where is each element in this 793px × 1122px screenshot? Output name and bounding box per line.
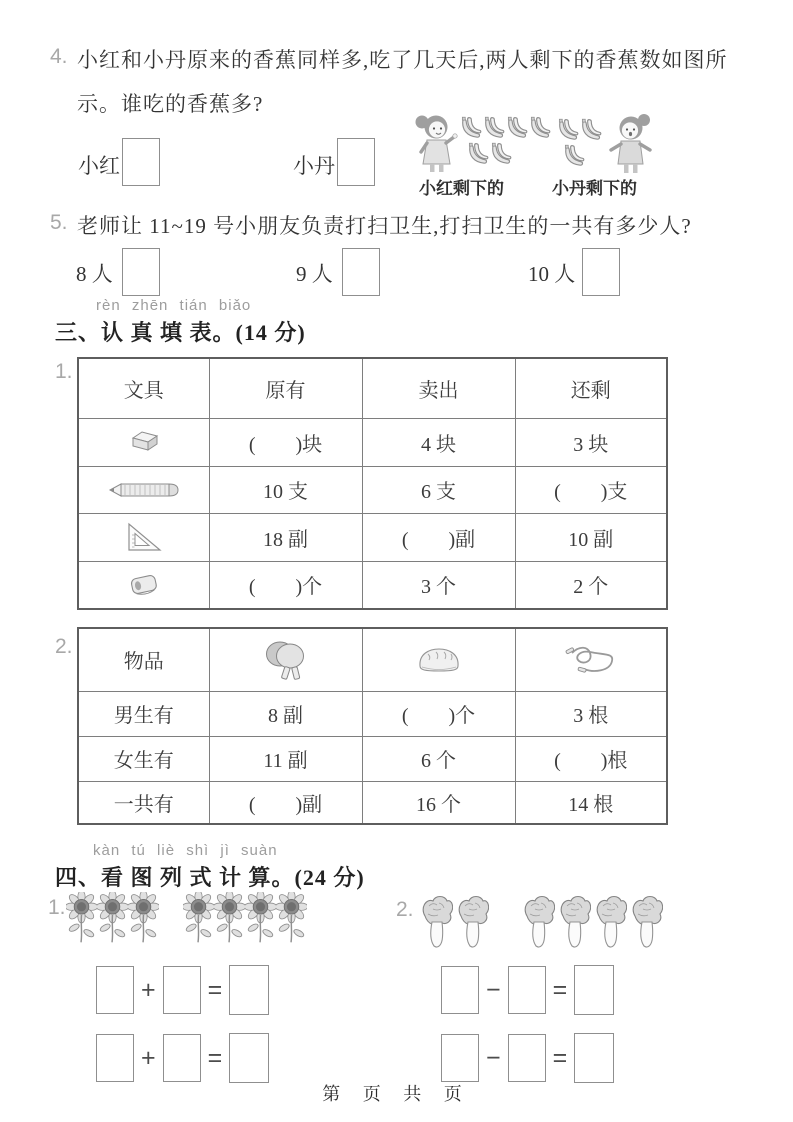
row-label-cell: 女生有 (78, 736, 209, 781)
equation-answer-box[interactable] (441, 1034, 479, 1082)
q4-xiaodan-answer-box[interactable] (337, 138, 375, 186)
table-row (78, 781, 667, 824)
q5-option-8: 8 人 (76, 262, 113, 286)
table-cell: 10 支 (209, 466, 362, 513)
question-4-number: 4. (50, 45, 68, 68)
table-row (78, 628, 667, 691)
table-cell: ( )副 (362, 513, 515, 561)
table-cell: 4 块 (362, 418, 515, 466)
table-cell: ( )副 (209, 781, 362, 824)
equation-answer-box[interactable] (96, 966, 134, 1014)
table-cell: 6 支 (362, 466, 515, 513)
q5-option-10: 10 人 (528, 262, 576, 286)
table-row (78, 358, 667, 418)
question-5-text: 老师让 11~19 号小朋友负责打扫卫生,打扫卫生的一共有多少人? (77, 214, 692, 238)
table-header-cell: 卖出 (362, 358, 515, 418)
sunflower-group-1 (66, 892, 159, 947)
xiaodan-bananas-bottom-row (562, 144, 585, 171)
plus-operator: + (141, 975, 156, 1004)
sunflower-group-2 (183, 892, 307, 947)
table-cell: 8 副 (209, 691, 362, 736)
plus-operator: + (141, 1043, 156, 1072)
table-cell: 16 个 (362, 781, 515, 824)
equals-operator: = (207, 1043, 223, 1072)
equation-answer-box[interactable] (163, 966, 201, 1014)
q4-xiaohong-answer-box[interactable] (122, 138, 160, 186)
girl-xiaohong-icon (409, 112, 461, 174)
table-cell: 11 副 (209, 736, 362, 781)
q5-option-9: 9 人 (296, 262, 333, 286)
equation-answer-box[interactable] (229, 965, 269, 1015)
item-1-number: 1. (48, 896, 66, 919)
item-1-equation-row-2 (96, 1033, 269, 1083)
item-2-equation-row-2 (441, 1033, 614, 1083)
table-cell: 18 副 (209, 513, 362, 561)
section-4-title: 四、看 图 列 式 计 算。(24 分) (55, 865, 365, 890)
items-table (77, 627, 668, 825)
stationery-table (77, 357, 668, 610)
pencil-icon (108, 481, 180, 499)
equation-answer-box[interactable] (163, 1034, 201, 1082)
equation-answer-box[interactable] (441, 966, 479, 1014)
set-square-icon (124, 520, 164, 554)
table-2-number: 2. (55, 635, 73, 658)
q4-xiaohong-label: 小红 (78, 154, 120, 178)
question-5-number: 5. (50, 211, 68, 234)
eraser-icon (126, 429, 162, 455)
table-cell: ( )个 (362, 691, 515, 736)
row-label-cell: 一共有 (78, 781, 209, 824)
equation-answer-box[interactable] (574, 1033, 614, 1083)
item-2-number: 2. (396, 898, 414, 921)
equation-answer-box[interactable] (574, 965, 614, 1015)
equation-answer-box[interactable] (508, 1034, 546, 1082)
table-cell: 3 个 (362, 561, 515, 609)
table-cell: 6 个 (362, 736, 515, 781)
item-2-equation-row-1 (441, 965, 614, 1015)
table-row (78, 513, 667, 561)
xiaodan-caption: 小丹剩下的 (552, 179, 637, 198)
q5-answer-box-8[interactable] (122, 248, 160, 296)
table-header-cell: 物品 (78, 628, 209, 691)
section-3-title: 三、认 真 填 表。(14 分) (55, 320, 306, 345)
bread-icon (416, 645, 462, 675)
table-cell: 3 块 (515, 418, 667, 466)
girl-xiaodan-icon (604, 112, 658, 176)
equation-answer-box[interactable] (96, 1034, 134, 1082)
equals-operator: = (552, 975, 568, 1004)
table-cell: ( )个 (209, 561, 362, 609)
table-1-number: 1. (55, 360, 73, 383)
section-4-pinyin: kàn tú liè shì jì suàn (93, 842, 278, 859)
table-cell: 10 副 (515, 513, 667, 561)
question-4-line1: 小红和小丹原来的香蕉同样多,吃了几天后,两人剩下的香蕉数如图所 (77, 48, 728, 72)
table-row (78, 691, 667, 736)
table-cell: 14 根 (515, 781, 667, 824)
cabbage-group-1 (419, 894, 491, 950)
xiaohong-caption: 小红剩下的 (419, 179, 504, 198)
sharpener-icon (127, 570, 161, 600)
table-header-cell: 文具 (78, 358, 209, 418)
equals-operator: = (207, 975, 223, 1004)
table-cell: ( )块 (209, 418, 362, 466)
xiaodan-bananas-top-row (556, 118, 602, 145)
table-header-cell: 还剩 (515, 358, 667, 418)
table-row (78, 736, 667, 781)
page-footer: 第 页 共 页 (322, 1084, 471, 1104)
q5-answer-box-10[interactable] (582, 248, 620, 296)
table-row (78, 418, 667, 466)
equals-operator: = (552, 1043, 568, 1072)
section-3-pinyin: rèn zhēn tián biǎo (96, 297, 252, 314)
minus-operator: − (486, 1043, 501, 1072)
cabbage-group-2 (521, 894, 665, 950)
xiaohong-bananas-top-row (459, 116, 551, 143)
table-row (78, 466, 667, 513)
question-4-line2: 示。谁吃的香蕉多? (77, 92, 264, 116)
row-label-cell: 男生有 (78, 691, 209, 736)
table-cell: 3 根 (515, 691, 667, 736)
q5-answer-box-9[interactable] (342, 248, 380, 296)
table-tennis-paddles-icon (263, 639, 309, 681)
minus-operator: − (486, 975, 501, 1004)
table-cell: 2 个 (515, 561, 667, 609)
table-cell: ( )支 (515, 466, 667, 513)
xiaohong-bananas-bottom-row (466, 142, 512, 169)
equation-answer-box[interactable] (229, 1033, 269, 1083)
q4-xiaodan-label: 小丹 (293, 154, 335, 178)
table-header-cell: 原有 (209, 358, 362, 418)
item-1-equation-row-1 (96, 965, 269, 1015)
table-cell: ( )根 (515, 736, 667, 781)
jump-rope-icon (564, 641, 618, 679)
equation-answer-box[interactable] (508, 966, 546, 1014)
table-row (78, 561, 667, 609)
